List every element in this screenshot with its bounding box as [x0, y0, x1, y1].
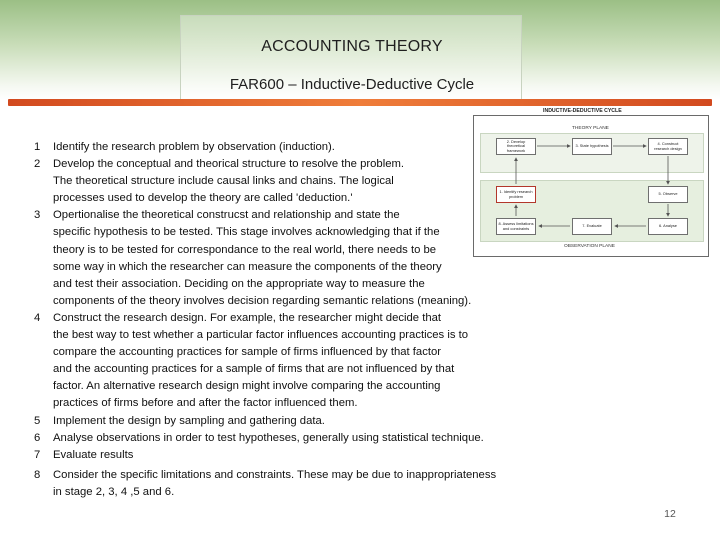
step-text-line: theory is to be tested for correspondance to the real world, there needs to be — [53, 243, 437, 256]
step-number: 5 — [34, 414, 41, 427]
diagram-box-assess-limitations: 8. Assess limitations and constraints — [496, 218, 536, 235]
step-text-line: and test their association. Deciding on the appropriate way to measure the — [53, 277, 425, 290]
step-text-line: factor. An alternative research design might involve comparing the accounting — [53, 380, 441, 393]
research-step — [34, 430, 534, 447]
inductive-deductive-diagram — [471, 108, 711, 258]
theory-plane-label: THEORY PLANE — [572, 126, 609, 131]
research-step — [34, 413, 534, 430]
diagram-box-construct-design: 4. Construct research design — [648, 138, 688, 155]
step-text-line: The theoretical structure include causal links and chains. The logical — [53, 175, 394, 188]
step-text-line: specific hypothesis to be tested. This stage involves acknowledging that if the — [53, 226, 440, 239]
diagram-box-observe: 5. Observe — [648, 186, 688, 203]
diagram-frame — [473, 115, 709, 257]
page-number: 12 — [664, 508, 676, 520]
step-text-line: Analyse observations in order to test hypotheses, generally using statistical technique. — [53, 431, 484, 444]
diagram-box-develop-framework: 2. Develop theoretical framework — [496, 138, 536, 155]
step-text-line: Identify the research problem by observation (induction). — [53, 141, 335, 153]
step-text-line: the best way to test whether a particular factor influences accounting practices is to — [53, 329, 469, 342]
diagram-box-identify-problem: 1. Identify research problem — [496, 186, 536, 203]
step-text-line: Consider the specific limitations and constraints. These may be due to inappropriateness — [53, 468, 497, 481]
step-number: 3 — [34, 209, 41, 222]
step-text-line: practices of firms before and after the factor influenced them. — [53, 397, 358, 410]
research-step — [34, 207, 534, 310]
step-number: 7 — [34, 448, 41, 461]
research-step — [34, 310, 534, 413]
step-text-line: Opertionalise the theoretical construcst and relationship and state the — [53, 209, 400, 222]
step-text-line: and the accounting practices for a sample of firms that are not influenced by that — [53, 363, 455, 376]
step-number: 6 — [34, 431, 41, 444]
step-text-line: some way in which the researcher can measure the components of the theory — [53, 260, 442, 273]
research-steps-list — [34, 139, 534, 501]
observation-plane-label: OBSERVATION PLANE — [564, 244, 615, 249]
step-text-line: compare the accounting practices for sample of firms influenced by that factor — [53, 346, 442, 359]
diagram-title: INDUCTIVE-DEDUCTIVE CYCLE — [543, 108, 622, 114]
step-number: 2 — [34, 158, 41, 171]
step-number: 1 — [34, 141, 41, 153]
step-text-line: Evaluate results — [53, 448, 134, 461]
diagram-arrows — [474, 116, 710, 258]
slide-subtitle: FAR600 – Inductive-Deductive Cycle — [229, 76, 475, 93]
step-text-line: Construct the research design. For example, the researcher might decide that — [53, 311, 442, 324]
step-text-line: components of the theory involves decision regarding semantic relations (meaning). — [53, 294, 472, 307]
research-step — [34, 447, 534, 464]
step-text-line: in stage 2, 3, 4 ,5 and 6. — [53, 485, 175, 498]
step-text-line: Implement the design by sampling and gathering data. — [53, 414, 325, 427]
step-text-line: processes used to develop the theory are called 'deduction.' — [53, 192, 353, 205]
diagram-box-analyse: 6. Analyse — [648, 218, 688, 235]
diagram-box-evaluate: 7. Evaluate — [572, 218, 612, 235]
slide-title: ACCOUNTING THEORY — [261, 38, 443, 55]
step-number: 8 — [34, 468, 41, 481]
research-step — [34, 156, 534, 207]
research-step — [34, 467, 534, 501]
step-text-line: Develop the conceptual and theorical structure to resolve the problem. — [53, 158, 405, 171]
step-number: 4 — [34, 311, 41, 324]
research-step — [34, 139, 534, 156]
accent-divider — [8, 99, 712, 106]
title-box — [180, 15, 522, 103]
diagram-box-state-hypothesis: 3. State hypothesis — [572, 138, 612, 155]
